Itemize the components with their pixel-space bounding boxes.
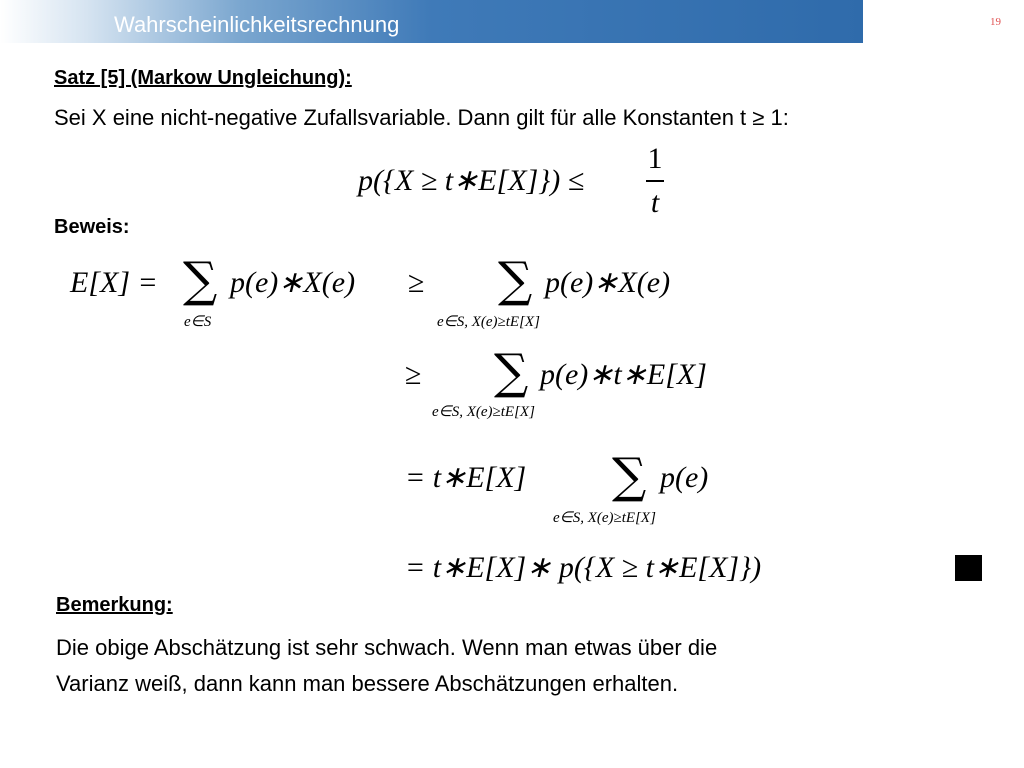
sum-symbol: ∑: [183, 252, 218, 308]
slide-header-title: Wahrscheinlichkeitsrechnung: [114, 12, 400, 37]
sum-symbol: ∑: [494, 344, 529, 400]
fraction-denominator: t: [650, 185, 660, 219]
proof-line2-sum-term: p(e)∗t∗E[X]: [540, 358, 707, 391]
proof-line3-prefix: = t∗E[X]: [405, 461, 527, 494]
proof-line3-sum-index: e∈S, X(e)≥tE[X]: [553, 510, 656, 526]
fraction-bar: [646, 180, 664, 182]
proof-label: Beweis:: [54, 216, 130, 238]
fraction-numerator: 1: [647, 142, 663, 175]
proof-line2-relation: ≥: [405, 358, 422, 391]
qed-square: [955, 555, 982, 581]
remark-line1: Die obige Abschätzung ist sehr schwach. Wenn man etwas über die: [56, 635, 718, 660]
theorem-title: Satz [5] (Markow Ungleichung):: [54, 67, 352, 89]
remark-label: Bemerkung:: [56, 594, 173, 616]
theorem-formula-fraction: [643, 142, 667, 220]
page-number: 19: [990, 16, 1001, 28]
proof-line1-relation: ≥: [408, 266, 425, 299]
proof-line2-sum-index: e∈S, X(e)≥tE[X]: [432, 404, 535, 420]
proof-line1-sum2-index: e∈S, X(e)≥tE[X]: [437, 314, 540, 330]
theorem-statement: Sei X eine nicht-negative Zufallsvariable. Dann gilt für alle Konstanten t ≥ 1:: [54, 105, 789, 130]
theorem-formula-lhs: p({X ≥ t∗E[X]}) ≤: [358, 164, 585, 197]
proof-line4: = t∗E[X]∗ p({X ≥ t∗E[X]}): [405, 551, 762, 584]
proof-line1-sum2-term: p(e)∗X(e): [545, 266, 671, 299]
sum-symbol: ∑: [498, 252, 533, 308]
sum-symbol: ∑: [612, 448, 647, 504]
proof-line1-sum-index: e∈S: [184, 314, 212, 330]
proof-line1-lhs: E[X] =: [70, 266, 158, 299]
proof-line1-sum-term: p(e)∗X(e): [230, 266, 356, 299]
remark-line2: Varianz weiß, dann kann man bessere Abschätzungen erhalten.: [56, 671, 679, 696]
proof-line3-sum-term: p(e): [660, 461, 709, 494]
